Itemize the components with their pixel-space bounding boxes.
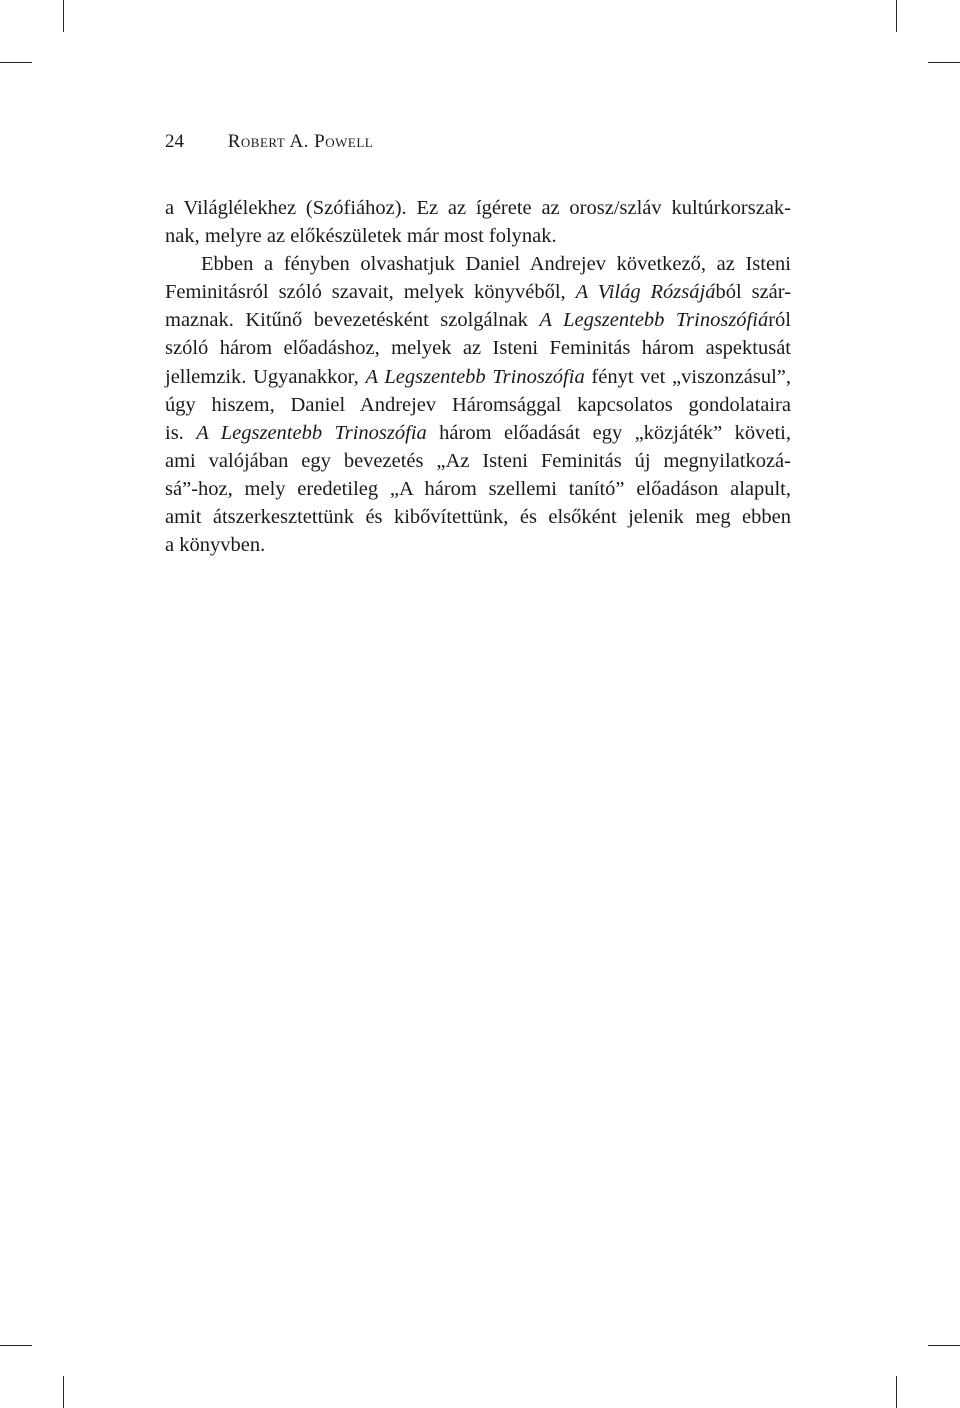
text-run: a Világlélekhez (Szófiához). Ez az ígérete az orosz/szláv kultúrkorszak- <box>165 197 791 219</box>
text-line <box>165 475 791 503</box>
crop-mark-bottom-left-h <box>0 1345 32 1346</box>
page-number: 24 <box>165 131 184 152</box>
text-run: a könyvben. <box>165 534 266 557</box>
text-run: ról <box>768 309 791 332</box>
crop-mark-bottom-right-h <box>928 1345 960 1346</box>
italic-title: A Legszentebb Trinoszófia <box>365 365 585 388</box>
text-line <box>165 222 791 250</box>
crop-mark-top-left-h <box>0 62 32 63</box>
text-line <box>165 503 791 531</box>
text-line <box>165 278 791 306</box>
page-header <box>165 128 373 156</box>
italic-title: A Legszentebb Trinoszófia <box>196 421 427 444</box>
text-run: szóló három előadáshoz, melyek az Isteni Feminitás három aspektusát <box>165 337 791 360</box>
text-line <box>165 419 791 447</box>
text-line <box>165 306 791 334</box>
text-run: Ebben a fényben olvashatjuk Daniel Andrejev következő, az Isteni <box>201 253 791 276</box>
text-line <box>165 194 791 222</box>
text-run: három előadását egy „közjáték” követi, <box>426 421 791 444</box>
crop-mark-top-left <box>63 0 64 32</box>
italic-title: A Világ Rózsájá <box>575 281 716 304</box>
crop-mark-bottom-right <box>896 1376 897 1408</box>
text-line <box>165 391 791 419</box>
text-run: is. <box>165 421 197 444</box>
crop-mark-bottom-left <box>63 1376 64 1408</box>
body-text <box>165 194 791 559</box>
text-run: ból szár- <box>715 281 792 304</box>
text-run: sá”-hoz, mely eredetileg „A három szellemi tanító” előadáson alapult, <box>165 477 791 500</box>
crop-mark-top-right <box>896 0 897 32</box>
text-run: maznak. Kitűnő bevezetésként szolgálnak <box>165 309 540 332</box>
text-line <box>165 250 791 278</box>
text-run: ami valójában egy bevezetés „Az Isteni Feminitás új megnyilatkozá- <box>165 449 791 472</box>
italic-title: A Legszentebb Trinoszófiá <box>539 309 769 332</box>
text-line <box>165 334 791 362</box>
text-run: úgy hiszem, Daniel Andrejev Háromsággal kapcsolatos gondolataira <box>165 393 791 416</box>
text-run: amit átszerkesztettünk és kibővítettünk, és elsőként jelenik meg ebben <box>165 506 791 529</box>
text-run: jellemzik. Ugyanakkor, <box>165 365 366 388</box>
crop-mark-top-right-h <box>928 62 960 63</box>
text-run: nak, melyre az előkészületek már most folynak. <box>165 225 557 248</box>
running-head: Robert A. Powell <box>227 131 374 152</box>
text-line <box>165 531 791 559</box>
text-run: Feminitásról szóló szavait, melyek könyvéből, <box>165 281 576 304</box>
text-line <box>165 363 791 391</box>
text-line <box>165 447 791 475</box>
text-run: fényt vet „viszonzásul”, <box>584 365 791 388</box>
